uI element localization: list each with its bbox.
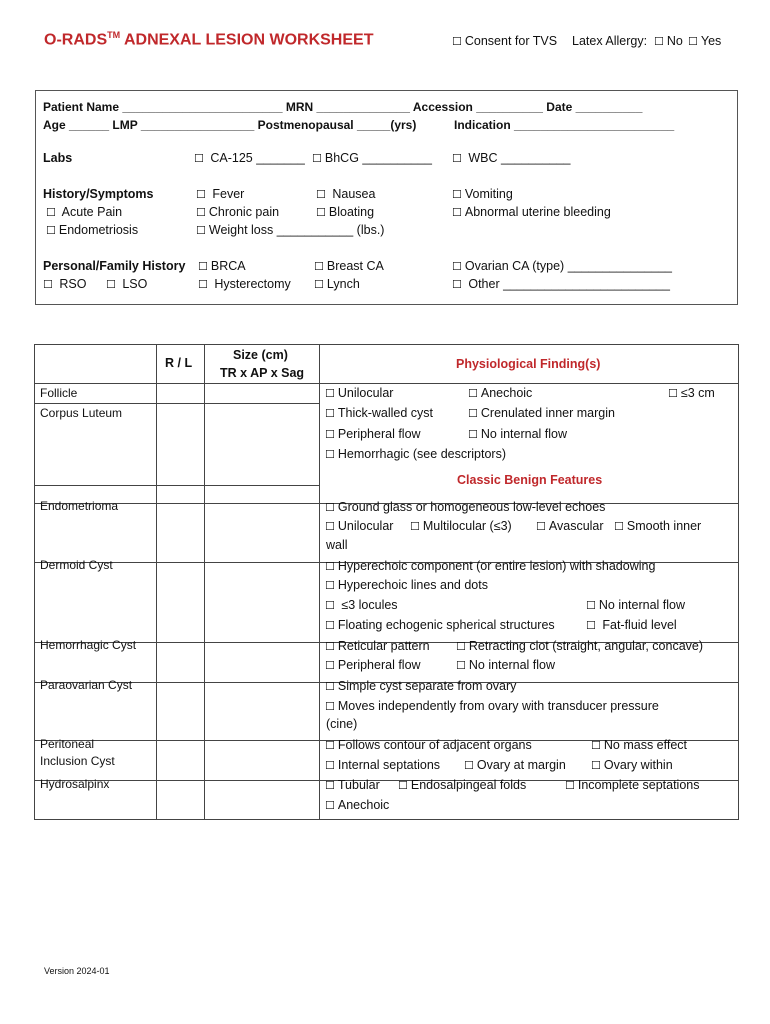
row-label-follicle: Follicle [40,386,78,400]
lab-ca125[interactable]: ☐ CA-125 _______ [194,151,305,165]
history-endometriosis[interactable]: ☐ Endometriosis [46,223,139,237]
rl-cell[interactable] [156,683,204,741]
size-cell[interactable] [204,683,319,741]
hemorrhagic-reticular[interactable]: ☐ Reticular pattern [325,639,430,653]
history-aub[interactable]: ☐ Abnormal uterine bleeding [452,205,611,219]
latex-no-checkbox[interactable]: ☐ No [654,34,683,48]
hemorrhagic-retracting-clot[interactable]: ☐ Retracting clot (straight, angular, concave) [456,639,704,653]
history-acute-pain[interactable]: ☐ Acute Pain [46,205,123,219]
patient-line-1[interactable]: Patient Name ________________________ MRN ______________ Accession __________ Date __________ [43,100,643,114]
dermoid-hyperechoic-component[interactable]: ☐ Hyperechoic component (or entire lesion) with shadowing [325,559,656,573]
col-header-rl: R / L [165,356,193,370]
row-label-hemorrhagic: Hemorrhagic Cyst [40,638,137,652]
version-footer: Version 2024-01 [44,966,110,976]
dermoid-fat-fluid[interactable]: ☐ Fat-fluid level [586,618,677,632]
physio-crenulated[interactable]: ☐ Crenulated inner margin [468,406,615,420]
size-cell[interactable] [204,643,319,683]
endo-multilocular[interactable]: ☐ Multilocular (≤3) [410,519,512,533]
page-title: O-RADS™ ADNEXAL LESION WORKSHEET [44,30,374,49]
peritoneal-internal-septations[interactable]: ☐ Internal septations [325,758,441,772]
rl-cell[interactable] [156,781,204,820]
col-header-size-dims: TR x AP x Sag [220,366,305,380]
paraovarian-simple-cyst[interactable]: ☐ Simple cyst separate from ovary [325,679,517,693]
family-hysterectomy[interactable]: ☐ Hysterectomy [198,277,291,291]
hydro-anechoic[interactable]: ☐ Anechoic [325,798,390,812]
peritoneal-ovary-within[interactable]: ☐ Ovary within [591,758,673,772]
dermoid-no-internal-flow[interactable]: ☐ No internal flow [586,598,686,612]
endo-wall-text: wall [326,538,348,552]
paraovarian-moves-independently[interactable]: ☐ Moves independently from ovary with transducer pressure [325,699,659,713]
rl-cell[interactable] [156,563,204,643]
physio-size-3cm[interactable]: ☐ ≤3 cm [668,386,715,400]
row-label-inclusion-cyst: Inclusion Cyst [40,754,115,768]
rl-cell[interactable] [156,643,204,683]
physio-thick-walled[interactable]: ☐ Thick-walled cyst [325,406,434,420]
physio-peripheral-flow[interactable]: ☐ Peripheral flow [325,427,421,441]
endo-ground-glass[interactable]: ☐ Ground glass or homogeneous low-level echoes [325,500,606,514]
family-lso[interactable]: ☐ LSO [106,277,148,291]
family-rso[interactable]: ☐ RSO [43,277,87,291]
size-cell[interactable] [204,504,319,563]
endo-unilocular[interactable]: ☐ Unilocular [325,519,394,533]
size-cell[interactable] [204,781,319,820]
physio-hemorrhagic[interactable]: ☐ Hemorrhagic (see descriptors) [325,447,506,461]
dermoid-locules[interactable]: ☐ ≤3 locules [325,598,398,612]
latex-allergy-label: Latex Allergy: [572,34,648,48]
history-nausea[interactable]: ☐ Nausea [316,187,376,201]
consent-tvs-checkbox[interactable]: ☐ Consent for TVS [452,34,558,48]
rl-cell[interactable] [156,741,204,781]
row-label-peritoneal: Peritoneal [40,737,95,751]
rl-cell[interactable] [156,504,204,563]
row-label-endometrioma: Endometrioma [40,499,119,513]
history-fever[interactable]: ☐ Fever [196,187,245,201]
lab-wbc[interactable]: ☐ WBC __________ [452,151,571,165]
endo-smooth-inner-wall[interactable]: ☐ Smooth inner [614,519,702,533]
family-ovarian-ca[interactable]: ☐ Ovarian CA (type) _______________ [452,259,672,273]
classic-benign-header: Classic Benign Features [457,473,603,487]
hydro-endosalpingeal-folds[interactable]: ☐ Endosalpingeal folds [398,778,527,792]
rl-cell[interactable] [156,384,204,404]
row-label-corpus-luteum: Corpus Luteum [40,406,123,420]
hydro-tubular[interactable]: ☐ Tubular [325,778,380,792]
physio-unilocular[interactable]: ☐ Unilocular [325,386,394,400]
col-header-size: Size (cm) [233,348,288,362]
rl-cell[interactable] [156,404,204,486]
family-breast-ca[interactable]: ☐ Breast CA [314,259,384,273]
paraovarian-cine-text: (cine) [326,717,358,731]
row-label-dermoid: Dermoid Cyst [40,558,113,572]
history-label: History/Symptoms [43,187,154,201]
row-label-hydrosalpinx: Hydrosalpinx [40,777,110,791]
size-cell[interactable] [204,404,319,486]
patient-line-2[interactable]: Age ______ LMP _________________ Postmenopausal _____(yrs) [43,118,417,132]
labs-label: Labs [43,151,73,165]
row-label-paraovarian: Paraovarian Cyst [40,678,133,692]
family-other[interactable]: ☐ Other ________________________ [452,277,670,291]
physio-anechoic[interactable]: ☐ Anechoic [468,386,533,400]
hemorrhagic-peripheral-flow[interactable]: ☐ Peripheral flow [325,658,421,672]
size-cell[interactable] [204,384,319,404]
family-lynch[interactable]: ☐ Lynch [314,277,360,291]
indication-field[interactable]: Indication ________________________ [454,118,675,132]
dermoid-floating-echogenic[interactable]: ☐ Floating echogenic spherical structures [325,618,555,632]
history-chronic-pain[interactable]: ☐ Chronic pain [196,205,280,219]
history-bloating[interactable]: ☐ Bloating [316,205,375,219]
hemorrhagic-no-internal-flow[interactable]: ☐ No internal flow [456,658,556,672]
history-weight-loss[interactable]: ☐ Weight loss ___________ (lbs.) [196,223,385,237]
dermoid-lines-dots[interactable]: ☐ Hyperechoic lines and dots [325,578,488,592]
family-history-label: Personal/Family History [43,259,186,273]
physiological-header: Physiological Finding(s) [456,357,601,371]
hydro-incomplete-septations[interactable]: ☐ Incomplete septations [565,778,700,792]
size-cell[interactable] [204,563,319,643]
peritoneal-no-mass-effect[interactable]: ☐ No mass effect [591,738,688,752]
lab-bhcg[interactable]: ☐ BhCG __________ [312,151,432,165]
history-vomiting[interactable]: ☐ Vomiting [452,187,513,201]
physio-no-internal-flow[interactable]: ☐ No internal flow [468,427,568,441]
size-cell[interactable] [204,741,319,781]
latex-yes-checkbox[interactable]: ☐ Yes [688,34,722,48]
endo-avascular[interactable]: ☐ Avascular [536,519,604,533]
family-brca[interactable]: ☐ BRCA [198,259,246,273]
peritoneal-follows-contour[interactable]: ☐ Follows contour of adjacent organs [325,738,532,752]
peritoneal-ovary-at-margin[interactable]: ☐ Ovary at margin [464,758,566,772]
